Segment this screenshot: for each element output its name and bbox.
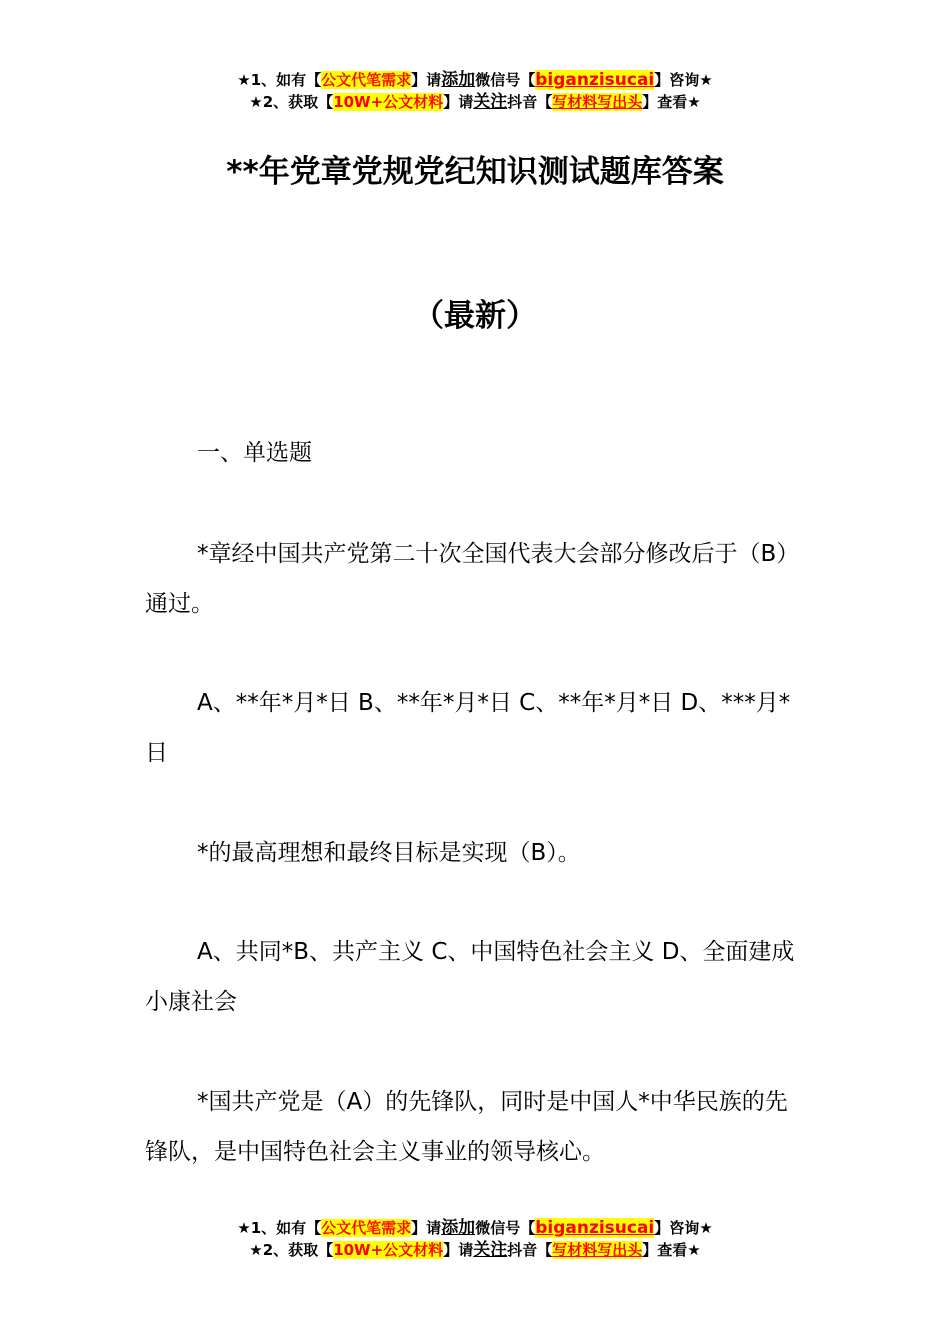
banner-text: ★2、获取【 xyxy=(249,1241,334,1259)
banner-text: 】请 xyxy=(411,1219,442,1237)
question-1: *章经中国共产党第二十次全国代表大会部分修改后于（B）通过。 xyxy=(145,541,800,617)
banner-highlight: 公文代笔需求 xyxy=(321,71,412,89)
banner-highlight: 10W+公文材料 xyxy=(333,93,444,111)
banner-text: 】请 xyxy=(443,1241,474,1259)
banner-text: ★2、获取【 xyxy=(249,93,334,111)
banner-text: 抖音【 xyxy=(507,93,553,111)
banner-emphasis: 添加 xyxy=(441,70,476,90)
douyin-account: 写材料写出头 xyxy=(552,93,643,111)
wechat-id: biganzisucai xyxy=(535,1218,655,1238)
banner-line-2 xyxy=(0,91,950,113)
banner-emphasis: 关注 xyxy=(473,1240,508,1260)
top-banner xyxy=(0,69,950,113)
document-subtitle: （最新） xyxy=(413,298,537,334)
banner-line-1 xyxy=(0,1217,950,1239)
question-2: *的最高理想和最终目标是实现（B）。 xyxy=(197,840,581,866)
banner-emphasis: 关注 xyxy=(473,92,508,112)
question-3: *国共产党是（A）的先锋队，同时是中国人*中华民族的先锋队，是中国特色社会主义事业的领导核心。 xyxy=(145,1089,788,1165)
douyin-account: 写材料写出头 xyxy=(552,1241,643,1259)
banner-highlight: 10W+公文材料 xyxy=(333,1241,444,1259)
question-2-options: A、共同*B、共产主义 C、中国特色社会主义 D、全面建成小康社会 xyxy=(145,939,795,1015)
banner-line-1 xyxy=(0,69,950,91)
wechat-id: biganzisucai xyxy=(535,70,655,90)
question-1-options: A、**年*月*日 B、**年*月*日 C、**年*月*日 D、***月*日 xyxy=(145,690,791,766)
banner-text: 】咨询★ xyxy=(654,1219,713,1237)
bottom-banner xyxy=(0,1217,950,1261)
document-title: **年党章党规党纪知识测试题库答案 xyxy=(226,154,724,190)
banner-emphasis: 添加 xyxy=(441,1218,476,1238)
banner-text: 】请 xyxy=(411,71,442,89)
banner-line-2 xyxy=(0,1239,950,1261)
banner-text: ★1、如有【 xyxy=(237,71,322,89)
banner-text: 微信号【 xyxy=(475,1219,536,1237)
banner-text: 微信号【 xyxy=(475,71,536,89)
banner-text: ★1、如有【 xyxy=(237,1219,322,1237)
section-heading: 一、单选题 xyxy=(197,440,312,466)
banner-highlight: 公文代笔需求 xyxy=(321,1219,412,1237)
banner-text: 】请 xyxy=(443,93,474,111)
banner-text: 】咨询★ xyxy=(654,71,713,89)
banner-text: 】查看★ xyxy=(642,1241,701,1259)
banner-text: 抖音【 xyxy=(507,1241,553,1259)
banner-text: 】查看★ xyxy=(642,93,701,111)
